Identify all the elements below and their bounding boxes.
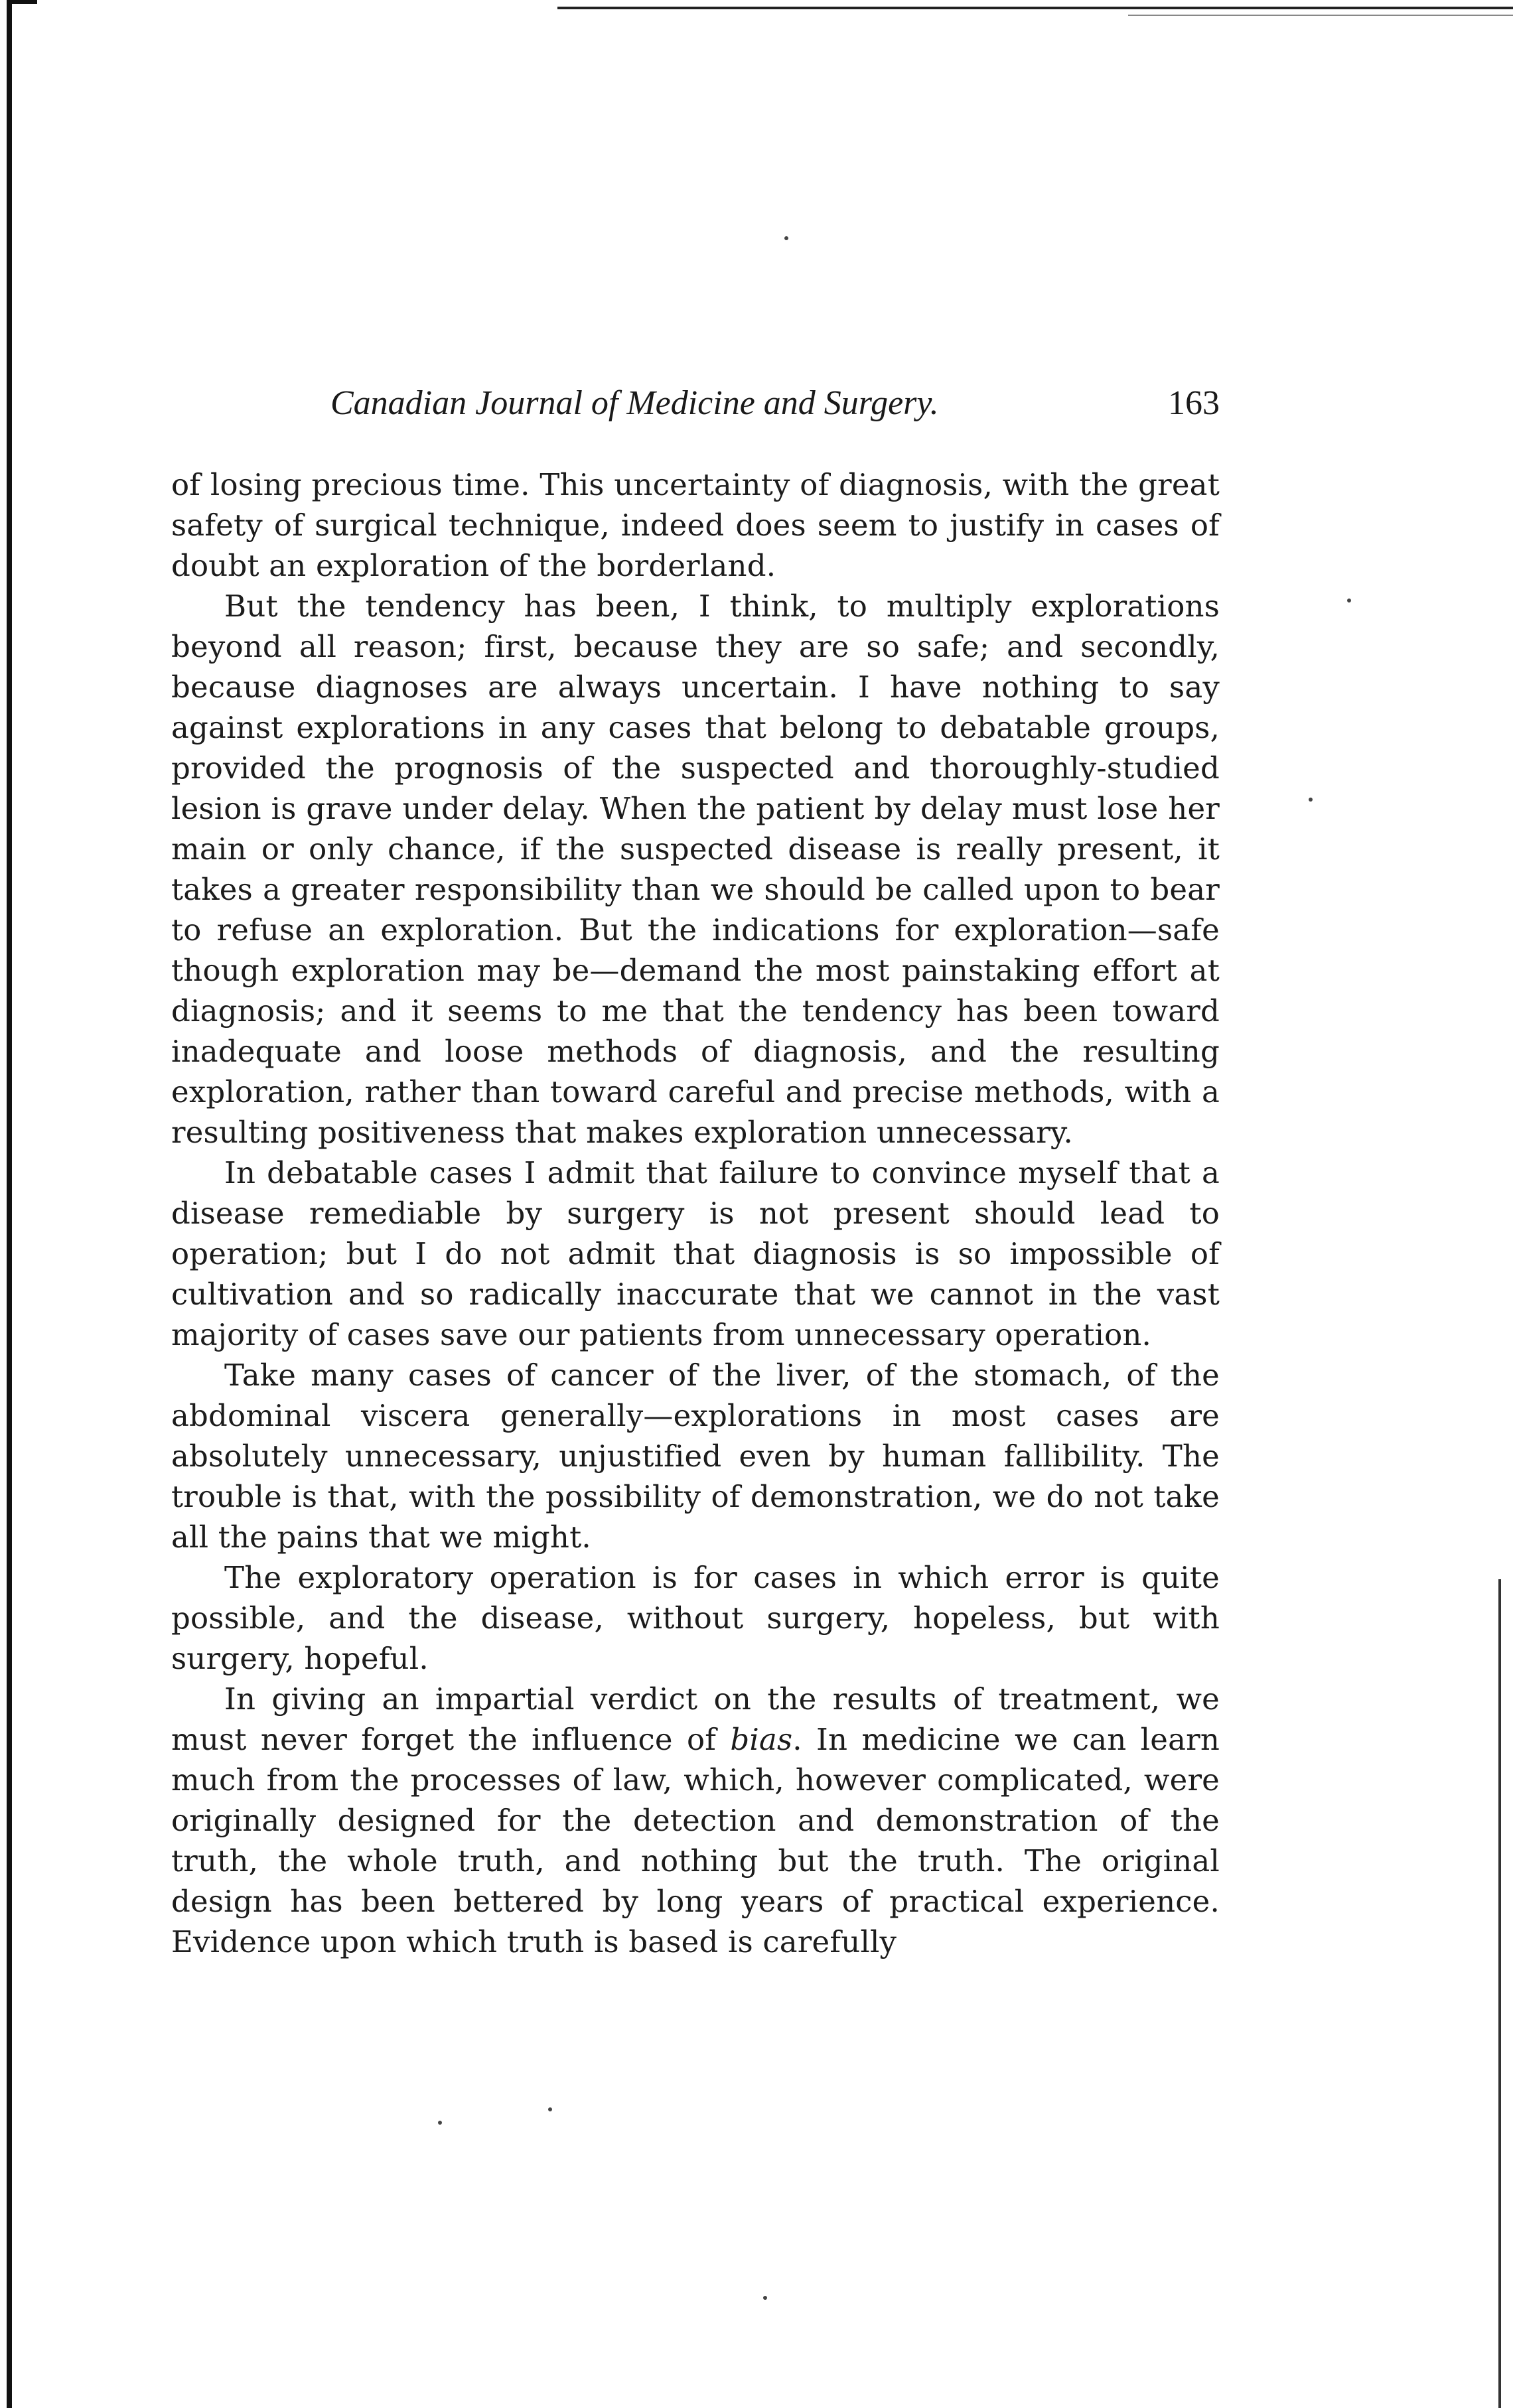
paragraph-exploratory-operation: The exploratory operation is for cases in which error is quite possible, and the disease, without surgery, hopeless, but with surgery, hopeful. [171, 1560, 1220, 1676]
scan-top-rule [557, 7, 1513, 9]
scan-speck [548, 2107, 552, 2111]
scan-speck [763, 2296, 767, 2300]
paragraph-continuation: of losing precious time. This uncertainty of diagnosis, with the great safety of surgical technique, indeed does seem to justify in cases of doubt an exploration of the borderland. [171, 467, 1220, 583]
page-number: 163 [1168, 384, 1220, 422]
scan-right-edge-mark [1498, 1579, 1501, 2408]
scan-speck [784, 236, 788, 240]
running-head [171, 377, 1220, 437]
scan-left-edge-tick [7, 0, 37, 4]
paragraph-cancer-cases: Take many cases of cancer of the liver, of the stomach, of the abdominal viscera generally—explorations in most cases are absolutely unnecessary, unjustified even by human fallibility. The trouble is that, with the possibility of demonstration, we do not take all the pains that we might. [171, 1358, 1220, 1555]
journal-title: Canadian Journal of Medicine and Surgery. [330, 384, 939, 422]
scan-top-rule-secondary [1128, 15, 1513, 16]
paragraph-debatable-cases: In debatable cases I admit that failure to convince myself that a disease remediable by surgery is not present should lead to operation; but I do not admit that diagnosis is so impossible of cultivation and so radically inaccurate that we cannot in the vast majority of cases save our patients from unnecessary operation. [171, 1155, 1220, 1352]
scan-speck [438, 2121, 442, 2125]
scan-speck [1309, 798, 1313, 802]
italic-term: bias [730, 1722, 793, 1757]
paragraph-explorations: But the tendency has been, I think, to multiply explorations beyond all reason; first, because they are so safe; and secondly, because diagnoses are always uncertain. I have nothing to say against explorations in any cases that belong to debatable groups, provided the prognosis of the suspected and thoroughly-studied lesion is grave under delay. When the patient by delay must lose her main or only chance, if the suspected disease is really present, it takes a greater responsibility than we should be called upon to bear to refuse an exploration. But the indications for exploration—safe though exploration may be—demand the most painstaking effort at diagnosis; and it seems to me that the tendency has been toward inadequate and loose methods of diagnosis, and the resulting exploration, rather than toward careful and precise methods, with a resulting positiveness that makes exploration unnecessary. [171, 589, 1220, 1150]
paragraph-bias [171, 1679, 1220, 1962]
scan-left-edge-mark [7, 0, 12, 2408]
paragraph-bias-text: In giving an impartial verdict on the results of treatment, we must never forget the influence of bias. In medicine we can learn much from the processes of law, which, however complicated, were originally designed for the detection and demonstration of the truth, the whole truth, and nothing but the truth. The original design has been bettered by long years of practical experience. Evidence upon which truth is based is carefully [171, 1681, 1220, 1959]
body-text [171, 464, 1220, 1962]
scan-speck [1347, 599, 1351, 602]
